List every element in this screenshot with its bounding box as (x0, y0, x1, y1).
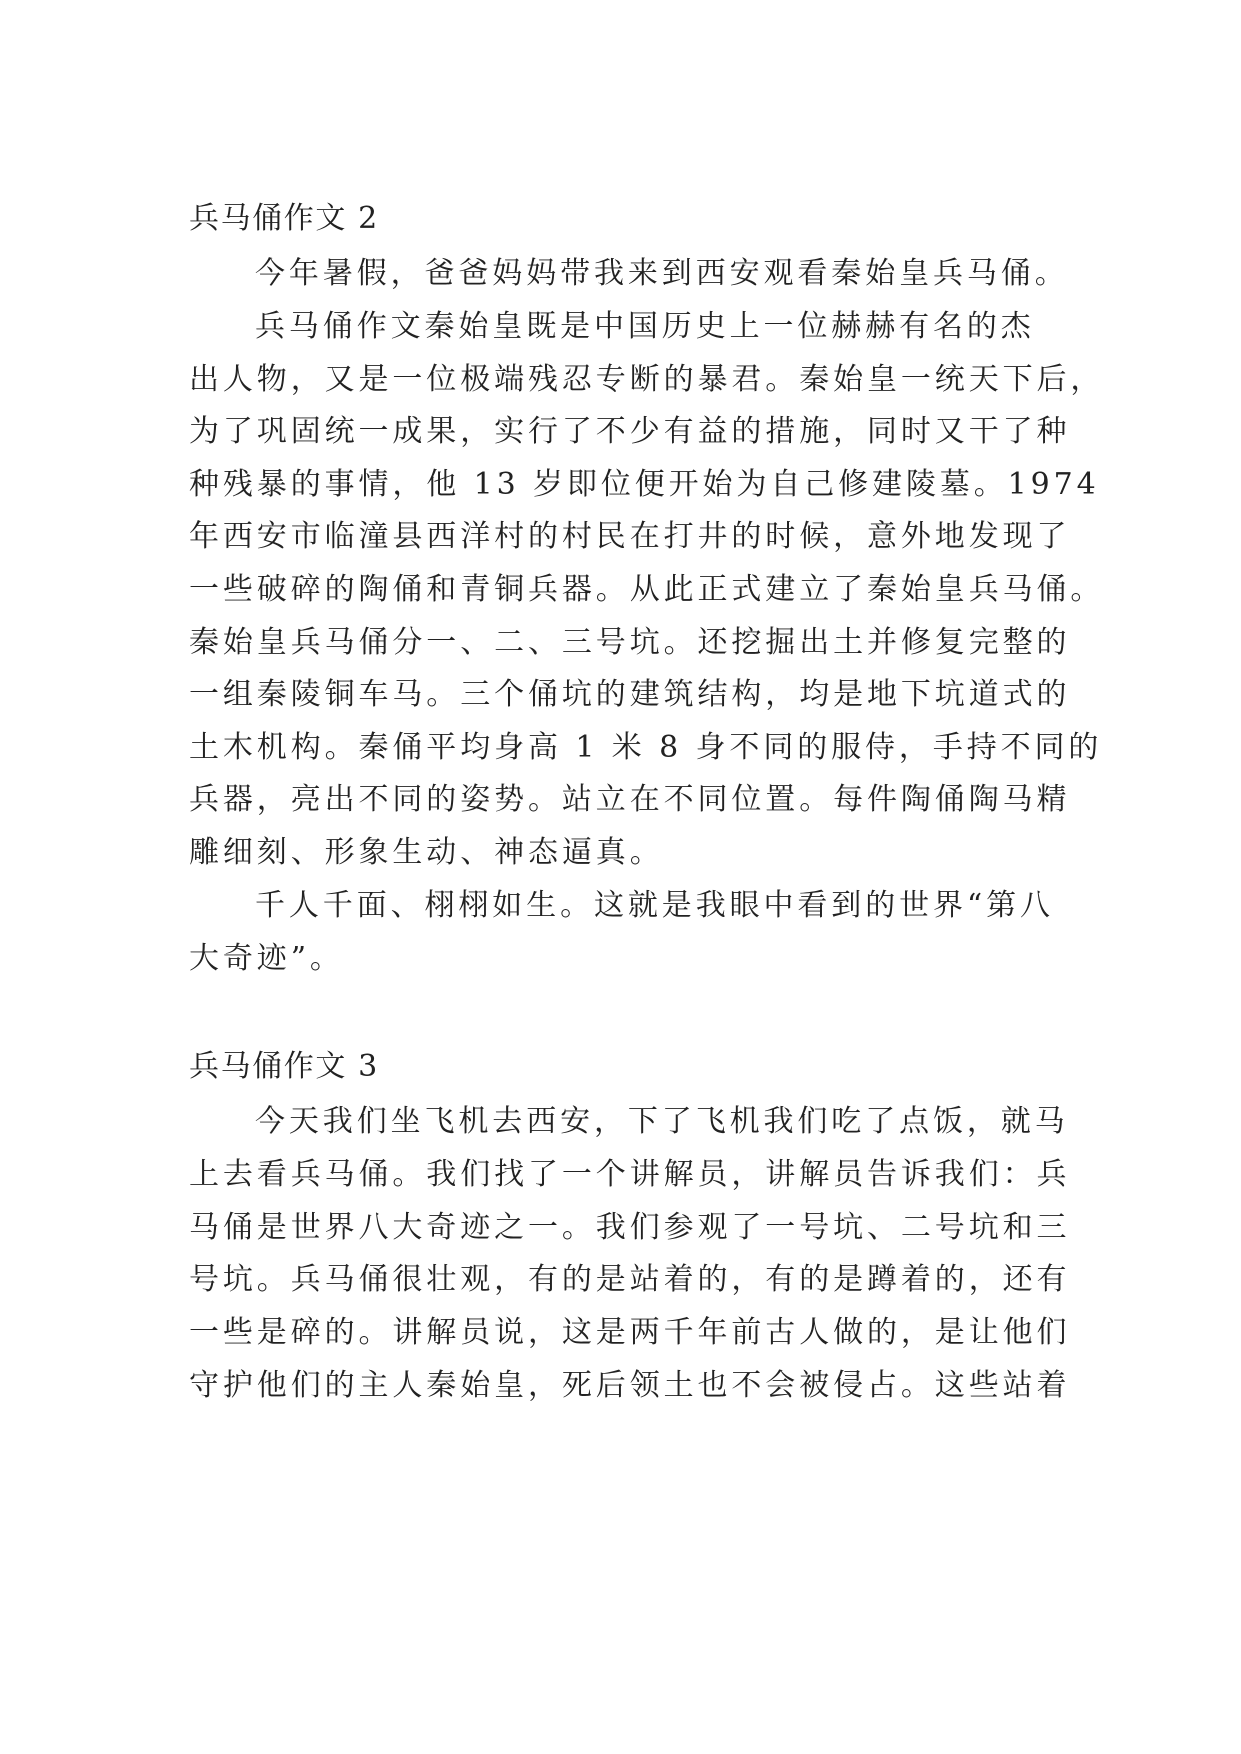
section-title: 兵马俑作文 2 (189, 201, 379, 236)
paragraph-line: 马俑是世界八大奇迹之一。我们参观了一号坑、二号坑和三 (189, 1210, 1071, 1245)
paragraph-line: 守护他们的主人秦始皇，死后领土也不会被侵占。这些站着 (189, 1368, 1071, 1403)
paragraph-line: 为了巩固统一成果，实行了不少有益的措施，同时又干了种 (189, 414, 1071, 449)
paragraph-line: 一些是碎的。讲解员说，这是两千年前古人做的，是让他们 (189, 1315, 1071, 1350)
paragraph-line: 出人物，又是一位极端残忍专断的暴君。秦始皇一统天下后， (189, 362, 1105, 397)
paragraph-line: 大奇迹”。 (189, 941, 344, 976)
paragraph-line: 种残暴的事情，他 13 岁即位便开始为自己修建陵墓。1974 (189, 467, 1100, 502)
paragraph-line: 土木机构。秦俑平均身高 1 米 8 身不同的服侍，手持不同的 (189, 730, 1103, 765)
paragraph-line: 一些破碎的陶俑和青铜兵器。从此正式建立了秦始皇兵马俑。 (189, 572, 1105, 607)
paragraph-line: 千人千面、栩栩如生。这就是我眼中看到的世界“第八 (255, 888, 1054, 923)
paragraph-line: 雕细刻、形象生动、神态逼真。 (189, 835, 664, 870)
paragraph-line: 兵马俑作文秦始皇既是中国历史上一位赫赫有名的杰 (255, 309, 1035, 344)
paragraph-line: 年西安市临潼县西洋村的村民在打井的时候，意外地发现了 (189, 519, 1071, 554)
paragraph-line: 一组秦陵铜车马。三个俑坑的建筑结构，均是地下坑道式的 (189, 677, 1071, 712)
paragraph-line: 今天我们坐飞机去西安，下了飞机我们吃了点饭，就马 (255, 1104, 1069, 1139)
paragraph-line: 兵器，亮出不同的姿势。站立在不同位置。每件陶俑陶马精 (189, 782, 1071, 817)
paragraph-line: 今年暑假，爸爸妈妈带我来到西安观看秦始皇兵马俑。 (255, 256, 1069, 291)
paragraph-line: 上去看兵马俑。我们找了一个讲解员，讲解员告诉我们：兵 (189, 1157, 1071, 1192)
paragraph-line: 号坑。兵马俑很壮观，有的是站着的，有的是蹲着的，还有 (189, 1262, 1071, 1297)
section-title: 兵马俑作文 3 (189, 1049, 379, 1084)
paragraph-line: 秦始皇兵马俑分一、二、三号坑。还挖掘出土并修复完整的 (189, 625, 1071, 660)
